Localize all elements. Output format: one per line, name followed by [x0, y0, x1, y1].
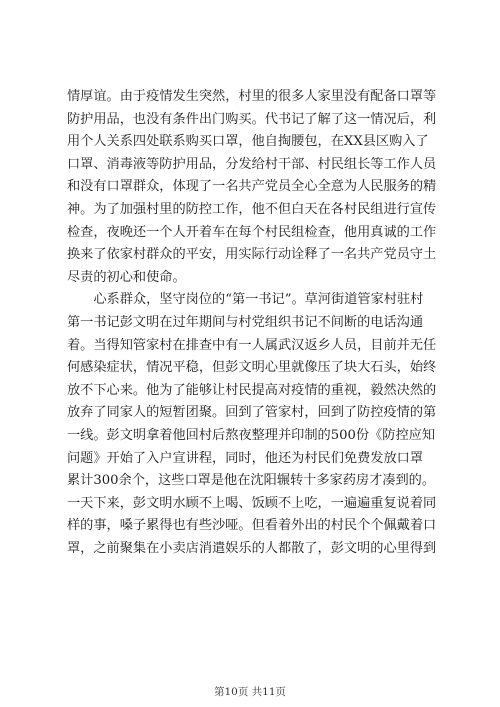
text-line: 用个人关系四处联系购买口罩，他自掏腰包，在XX县区购入了	[67, 134, 429, 150]
text-line: 放不下心来。他为了能够让村民提高对疫情的重视，毅然决然的	[67, 382, 437, 398]
text-line: 神。为了加强村里的防控工作，他不但白天在各村民组进行宣传	[67, 201, 437, 217]
body-text	[67, 86, 443, 560]
text-line: 换来了依家村群众的平安，用实际行动诠释了一名共产党员守土	[67, 247, 437, 263]
text-line: 放弃了同家人的短暂团聚。回到了管家村，回到了防控疫情的第	[67, 405, 437, 421]
text-line: 检查，夜晚还一个人开着车在每个村民组检查，他用真诚的工作	[67, 224, 437, 240]
text-line: 着。当得知管家村在排查中有一人属武汉返乡人员，目前并无任	[67, 337, 437, 353]
text-line: 第一书记彭文明在过年期间与村党组织书记不间断的电话沟通	[67, 314, 424, 330]
text-line: 和没有口罩群众，体现了一名共产党员全心全意为人民服务的精	[67, 179, 437, 195]
text-line: 问题》开始了入户宣讲程，同时，他还为村民们免费发放口罩	[67, 450, 424, 466]
text-line: 一天下来，彭文明水顾不上喝、饭顾不上吃，一遍遍重复说着同	[67, 495, 437, 511]
text-line: 何感染症状，情况平稳，但彭文明心里就像压了块大石头，始终	[67, 360, 437, 376]
text-line: 情厚谊。由于疫情发生突然，村里的很多人家里没有配备口罩等	[67, 89, 437, 104]
text-line: 心系群众，坚守岗位的“第一书记”。草河街道管家村驻村	[67, 292, 424, 308]
text-line: 罩，之前聚集在小卖店消遣娱乐的人都散了，彭文明的心里得到	[67, 540, 437, 556]
text-line: 尽责的初心和使命。	[67, 269, 186, 285]
text-line: 累计300余个，这些口罩是他在沈阳辗转十多家药房才凑到的。	[67, 473, 436, 489]
page-number-footer: 第10页 共11页	[213, 686, 287, 698]
text-line: 防护用品，也没有条件出门购买。代书记了解了这一情况后，利	[67, 111, 437, 127]
text-line: 一线。彭文明拿着他回村后熬夜整理并印制的500份《防控应知	[67, 427, 436, 443]
text-line: 样的事，嗓子累得也有些沙哑。但看着外出的村民个个佩戴着口	[67, 518, 437, 534]
text-line: 口罩、消毒液等防护用品，分发给村干部、村民组长等工作人员	[67, 156, 437, 172]
